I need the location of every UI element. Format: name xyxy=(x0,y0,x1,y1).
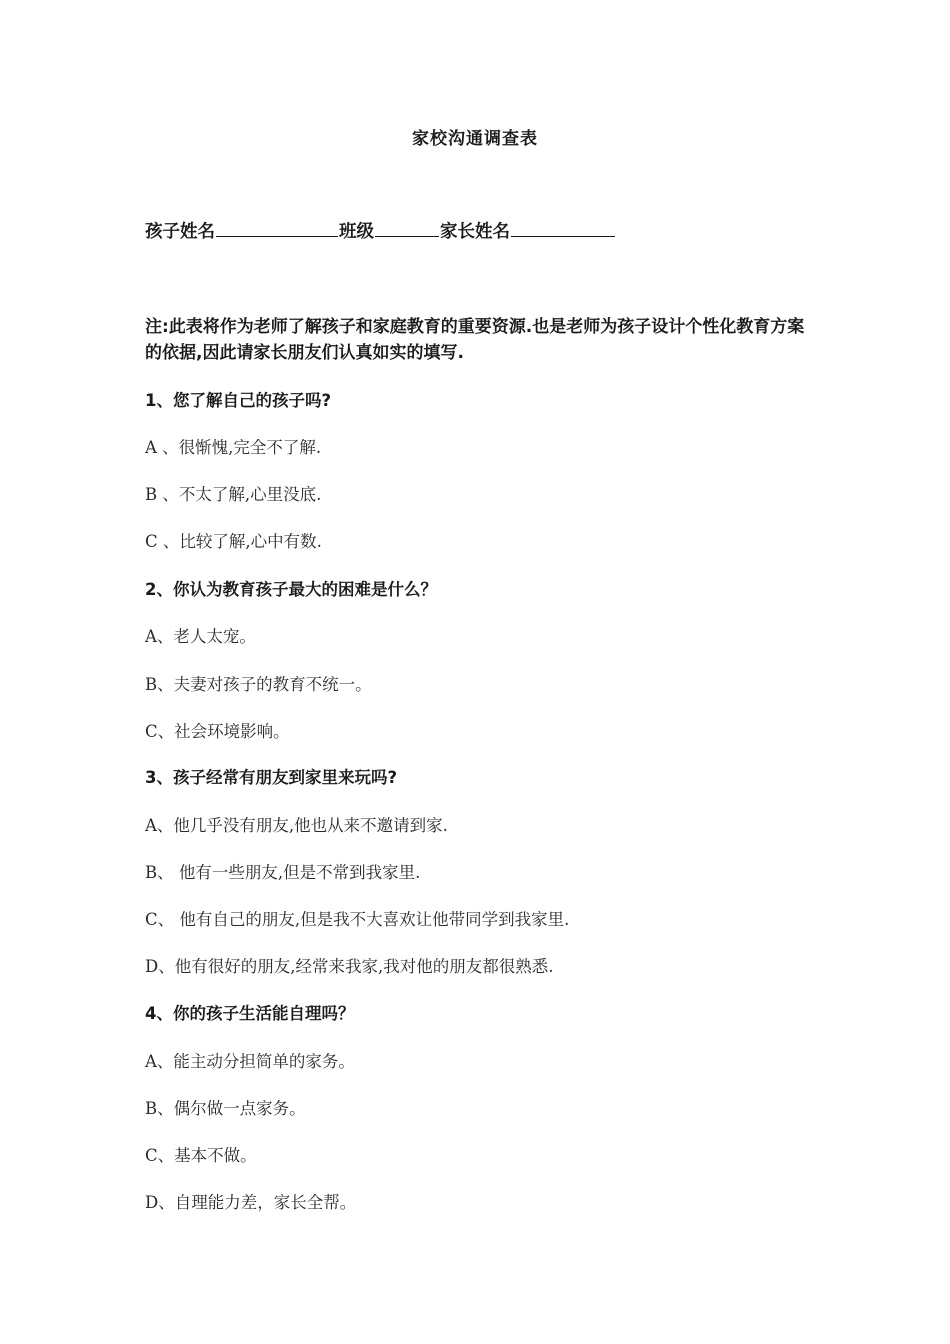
class-label: 班级 xyxy=(339,222,374,242)
info-fields xyxy=(145,218,616,243)
question-1: 1、您了解自己的孩子吗? xyxy=(145,391,332,410)
child-name-blank[interactable] xyxy=(216,218,338,237)
question-1-option-c: C 、比较了解,心中有数. xyxy=(145,532,322,551)
question-3-option-c: C、 他有自己的朋友,但是我不大喜欢让他带同学到我家里. xyxy=(145,910,570,929)
question-2-option-a: A、老人太宠。 xyxy=(145,627,256,646)
question-1-option-a: A 、很惭愧,完全不了解. xyxy=(145,438,322,457)
question-1-option-b: B 、不太了解,心里没底. xyxy=(145,485,322,504)
class-blank[interactable] xyxy=(375,218,439,237)
question-4-option-a: A、能主动分担简单的家务。 xyxy=(145,1052,355,1071)
parent-name-label: 家长姓名 xyxy=(440,222,510,242)
question-3-option-d: D、他有很好的朋友,经常来我家,我对他的朋友都很熟悉. xyxy=(145,957,554,976)
question-3-option-a: A、他几乎没有朋友,他也从来不邀请到家. xyxy=(145,816,448,835)
question-4-option-c: C、基本不做。 xyxy=(145,1146,257,1165)
parent-name-blank[interactable] xyxy=(511,218,615,237)
question-4: 4、你的孩子生活能自理吗？ xyxy=(145,1004,355,1023)
question-2: 2、你认为教育孩子最大的困难是什么？ xyxy=(145,580,437,599)
page-title: 家校沟通调查表 xyxy=(412,129,538,149)
question-2-option-c: C、社会环境影响。 xyxy=(145,722,290,741)
child-name-label: 孩子姓名 xyxy=(145,222,215,242)
question-4-option-d: D、自理能力差，家长全帮。 xyxy=(145,1193,357,1212)
question-2-option-b: B、夫妻对孩子的教育不统一。 xyxy=(145,675,372,694)
question-3: 3、孩子经常有朋友到家里来玩吗? xyxy=(145,768,398,787)
question-3-option-b: B、 他有一些朋友,但是不常到我家里. xyxy=(145,863,421,882)
survey-note: 注:此表将作为老师了解孩子和家庭教育的重要资源.也是老师为孩子设计个性化教育方案的依据,因此请家长朋友们认真如实的填写. xyxy=(145,317,805,363)
question-4-option-b: B、偶尔做一点家务。 xyxy=(145,1099,306,1118)
